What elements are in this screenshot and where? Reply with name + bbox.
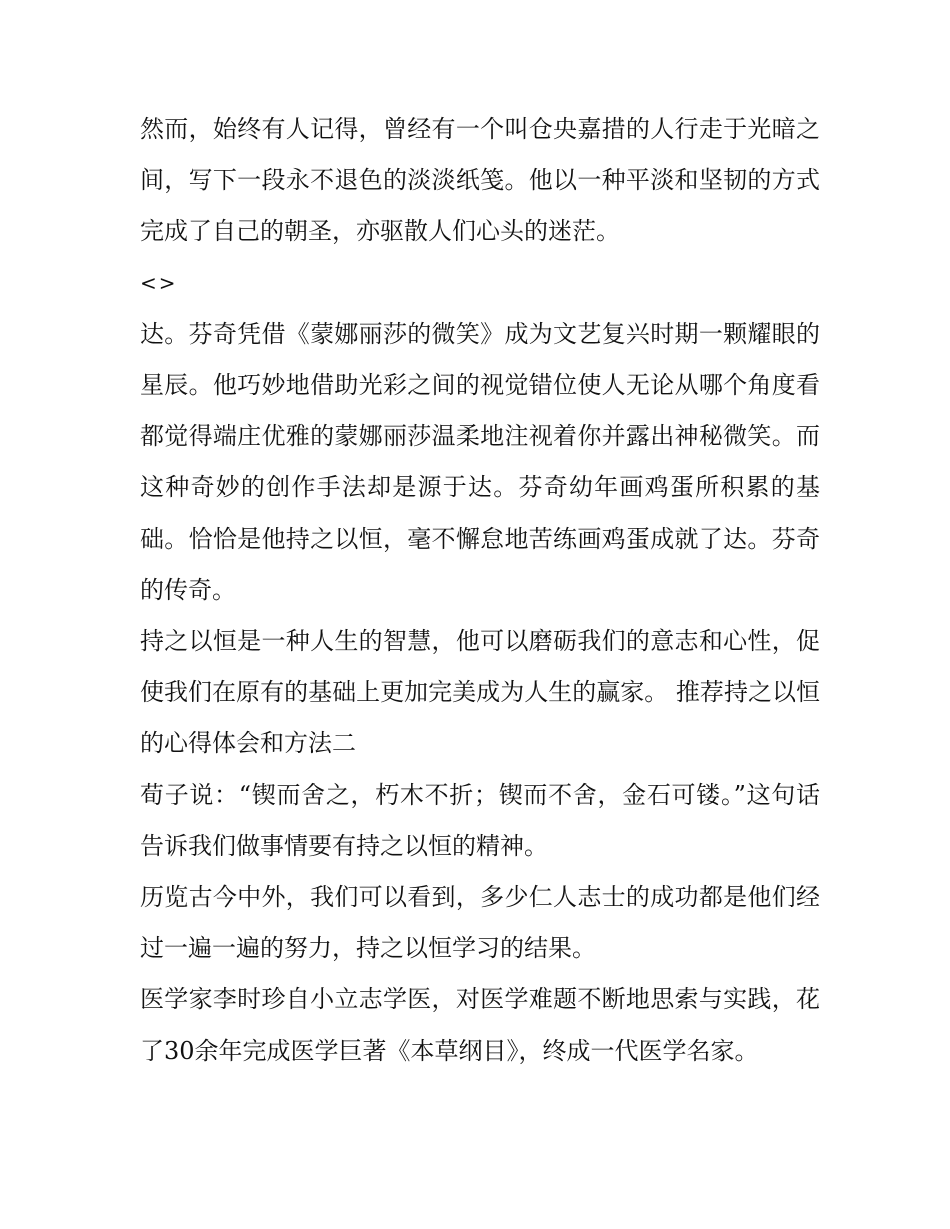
paragraph-davinci: 达。芬奇凭借《蒙娜丽莎的微笑》成为文艺复兴时期一颗耀眼的星辰。他巧妙地借助光彩之间的视觉错位使人无论从哪个角度看都觉得端庄优雅的蒙娜丽莎温柔地注视着你并露出神秘微笑。而这种奇妙的创作手法却是源于达。芬奇幼年画鸡蛋所积累的基础。恰恰是他持之以恒，毫不懈怠地苦练画鸡蛋成就了达。芬奇的传奇。 bbox=[140, 319, 820, 604]
paragraph-xunzi: 荀子说：“锲而舍之，朽木不折；锲而不舍，金石可镂。”这句话告诉我们做事情要有持之以恒的精神。 bbox=[140, 780, 820, 860]
paragraph-perseverance-wisdom: 持之以恒是一种人生的智慧，他可以磨砺我们的意志和心性，促使我们在原有的基础上更加完美成为人生的赢家。 推荐持之以恒的心得体会和方法二 bbox=[140, 627, 820, 758]
paragraph-history: 历览古今中外，我们可以看到，多少仁人志士的成功都是他们经过一遍一遍的努力，持之以恒学习的结果。 bbox=[140, 883, 820, 963]
paragraph-li-shizhen: 医学家李时珍自小立志学医，对医学难题不断地思索与实践，花了30余年完成医学巨著《本草纲目》，终成一代医学名家。 bbox=[140, 985, 820, 1065]
paragraph-cangyang: 然而，始终有人记得，曾经有一个叫仓央嘉措的人行走于光暗之间，写下一段永不退色的淡淡纸笺。他以一种平淡和坚韧的方式完成了自己的朝圣，亦驱散人们心头的迷茫。 bbox=[140, 115, 820, 246]
document-body bbox=[140, 104, 820, 1077]
section-marker: <> bbox=[140, 270, 178, 295]
